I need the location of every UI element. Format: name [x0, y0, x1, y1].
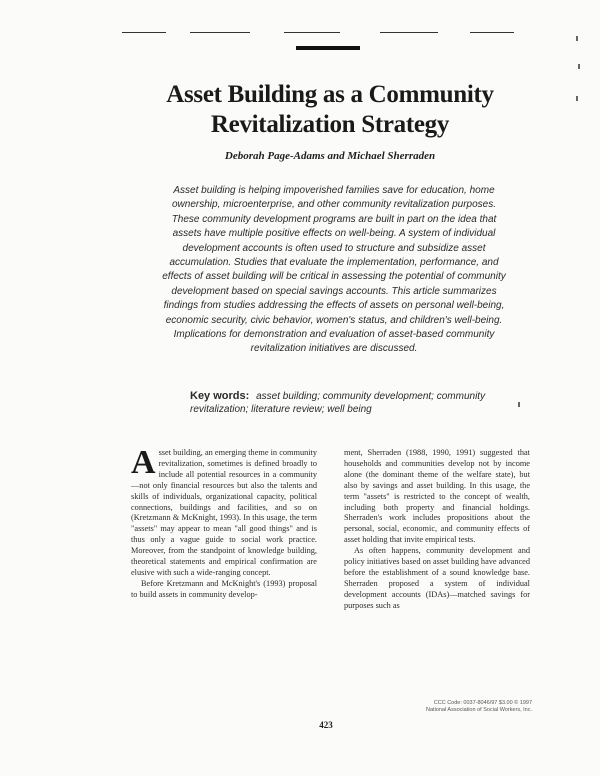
- article-title: [120, 80, 540, 140]
- body-paragraph: [131, 444, 317, 579]
- header-bar: [296, 46, 360, 50]
- title-line-1: Asset Building as a Community: [166, 81, 494, 108]
- top-rule: [380, 32, 438, 33]
- body-paragraph-text: sset building, an emerging theme in community revitalization, sometimes is defined broadly to include all potential resources in a community—not only financial resources but also the talents and skills of individuals, organizational capacity, political connections, buildings and facilities, and so on (Kretzmann & McKnight, 1993). In this usage, the term "assets" may appear to mean "all good things" and is thus only a vague guide to social work practice. Moreover, from the standpoint of knowledge building, theoretical statements and empirical confirmation are elusive with such a wide-ranging concept.: [131, 448, 317, 577]
- body-column-left: [131, 444, 317, 601]
- body-paragraph: Before Kretzmann and McKnight's (1993) proposal to build assets in community develop-: [131, 578, 317, 599]
- drop-cap: A: [131, 444, 156, 481]
- abstract: Asset building is helping impoverished families save for education, home ownership, microenterprise, and other community revitalization purposes. These community development programs are built in part on the idea that assets have multiple positive effects on well-being. A system of individual development accounts is often used to structure and subsidize asset accumulation. Studies that evaluate the implementation, performance, and effects of asset building will be critical in assessing the potential of community development based on special savings accounts. This article summarizes findings from studies addressing the effects of assets on personal well-being, economic security, civic behavior, women's status, and children's well-being. Implications for demonstration and evaluation of asset-based community revitalization initiatives are discussed.: [162, 185, 506, 355]
- scan-speck: [578, 64, 580, 69]
- publication-info: [420, 700, 532, 714]
- scan-speck: [576, 96, 578, 101]
- body-paragraph: As often happens, community development and policy initiatives based on asset building have advanced before the establishment of a sound knowledge base. Sherraden proposed a system of individual development accounts (IDAs)—matched savings for purposes such as: [344, 546, 530, 610]
- keywords: [190, 390, 510, 416]
- top-rule: [190, 32, 250, 33]
- publisher: National Association of Social Workers, Inc.: [426, 707, 532, 713]
- top-rule: [122, 32, 166, 33]
- scan-speck: [576, 36, 578, 41]
- top-rule: [284, 32, 340, 33]
- keywords-list: asset building; community development; community revitalization; literature review; well being: [190, 391, 486, 415]
- page-number: 423: [319, 720, 333, 730]
- title-line-2: Revitalization Strategy: [210, 111, 450, 138]
- keywords-label: Key words:: [190, 390, 250, 402]
- body-column-right: [344, 448, 530, 612]
- body-paragraph: ment, Sherraden (1988, 1990, 1991) suggested that households and communities develop not by income alone (the dominant theme of the welfare state), but also by savings and asset building. In this usage, the term "assets" is restricted to the concept of wealth, including both property and financial holdings. Sherraden's work includes propositions about the personal, social, economic, and community effects of asset holding that invite empirical tests.: [344, 448, 530, 545]
- scan-speck: [518, 402, 520, 407]
- authors: Deborah Page-Adams and Michael Sherraden: [224, 150, 436, 162]
- top-rule: [470, 32, 514, 33]
- publication-code: CCC Code: 0037-8046/97 $3.00 © 1997: [433, 700, 532, 706]
